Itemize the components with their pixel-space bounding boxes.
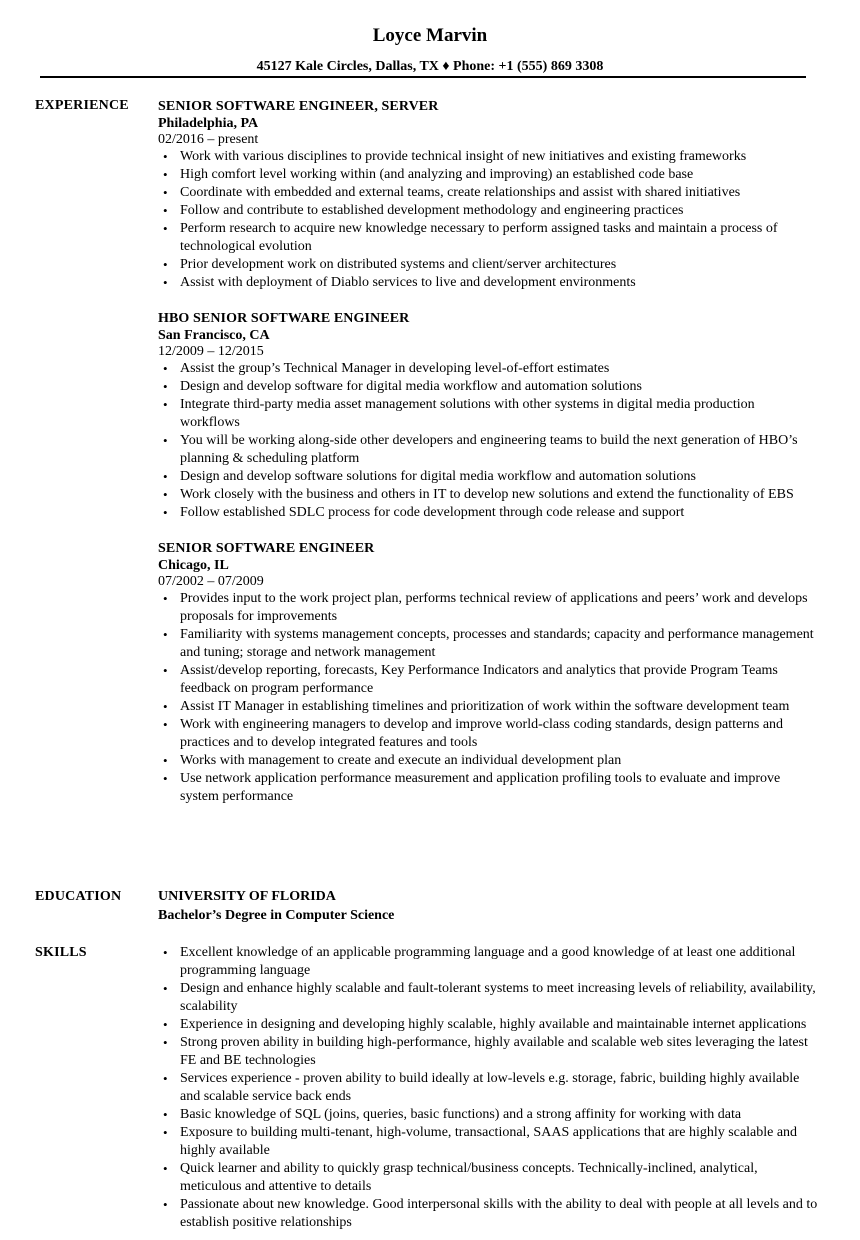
skills-list [158, 944, 818, 1232]
list-item: • Follow established SDLC process for code development through code release and support [180, 504, 818, 522]
job-bullets [158, 590, 818, 806]
job-bullets [158, 148, 818, 292]
list-item: • Design and develop software solutions for digital media workflow and automation solutions [180, 468, 818, 486]
list-item: • Assist/develop reporting, forecasts, Key Performance Indicators and analytics that provide Program Teams feedback on program performance [180, 662, 818, 698]
list-item: • Assist with deployment of Diablo services to live and development environments [180, 274, 818, 292]
list-item: • Work with various disciplines to provide technical insight of new initiatives and existing frameworks [180, 148, 818, 166]
experience-section [158, 98, 818, 824]
list-item: • You will be working along-side other developers and engineering teams to build the next generation of HBO’s planning & scheduling platform [180, 432, 818, 468]
job-bullets [158, 360, 818, 522]
list-item: • Familiarity with systems management concepts, processes and standards; capacity and performance management and tuning; storage and network management [180, 626, 818, 662]
job-dates: 02/2016 – present [158, 132, 259, 147]
list-item: • Design and enhance highly scalable and fault-tolerant systems to meet increasing levels of reliability, availability, scalability [180, 980, 818, 1016]
job-location: San Francisco, CA [158, 328, 270, 343]
list-item: • Prior development work on distributed systems and client/server architectures [180, 256, 818, 274]
job-entry [158, 98, 818, 292]
list-item: • Assist the group’s Technical Manager in developing level-of-effort estimates [180, 360, 818, 378]
list-item: • Basic knowledge of SQL (joins, queries, basic functions) and a strong affinity for working with data [180, 1106, 818, 1124]
skills-section [158, 944, 818, 1232]
header-divider [40, 76, 806, 78]
list-item: • Provides input to the work project plan, performs technical review of applications and peers’ work and develops proposals for improvements [180, 590, 818, 626]
list-item: • Perform research to acquire new knowledge necessary to perform assigned tasks and maintain a process of technological evolution [180, 220, 818, 256]
section-label-education: EDUCATION [35, 889, 122, 904]
job-entry [158, 310, 818, 522]
list-item: • Design and develop software for digital media workflow and automation solutions [180, 378, 818, 396]
list-item: • Excellent knowledge of an applicable programming language and a good knowledge of at least one additional programming language [180, 944, 818, 980]
job-location: Chicago, IL [158, 558, 229, 573]
list-item: • Work closely with the business and others in IT to develop new solutions and extend the functionality of EBS [180, 486, 818, 504]
job-title: HBO SENIOR SOFTWARE ENGINEER [158, 311, 410, 326]
list-item: • Quick learner and ability to quickly grasp technical/business concepts. Technically-inclined, analytical, meticulous and attentive to details [180, 1160, 818, 1196]
candidate-name: Loyce Marvin [372, 25, 488, 46]
job-title: SENIOR SOFTWARE ENGINEER [158, 541, 375, 556]
job-location: Philadelphia, PA [158, 116, 259, 131]
list-item: • Services experience - proven ability to build ideally at low-levels e.g. storage, fabric, building highly available and scalable service back ends [180, 1070, 818, 1106]
job-title: SENIOR SOFTWARE ENGINEER, SERVER [158, 99, 439, 114]
section-label-skills: SKILLS [35, 945, 87, 960]
list-item: • Assist IT Manager in establishing timelines and prioritization of work within the software development team [180, 698, 818, 716]
section-label-experience: EXPERIENCE [35, 98, 129, 113]
list-item: • Works with management to create and execute an individual development plan [180, 752, 818, 770]
list-item: • Follow and contribute to established development methodology and engineering practices [180, 202, 818, 220]
list-item: • Use network application performance measurement and application profiling tools to evaluate and improve system performance [180, 770, 818, 806]
list-item: • Integrate third-party media asset management solutions with other systems in digital media production workflows [180, 396, 818, 432]
list-item: • Strong proven ability in building high-performance, highly available and scalable web sites leveraging the latest FE and BE technologies [180, 1034, 818, 1070]
list-item: • High comfort level working within (and analyzing and improving) an established code base [180, 166, 818, 184]
list-item: • Coordinate with embedded and external teams, create relationships and assist with shared initiatives [180, 184, 818, 202]
job-dates: 12/2009 – 12/2015 [158, 344, 264, 359]
list-item: • Experience in designing and developing highly scalable, highly available and maintainable internet applications [180, 1016, 818, 1034]
contact-line: 45127 Kale Circles, Dallas, TX ♦ Phone: +1 (555) 869 3308 [256, 59, 604, 74]
education-degree: Bachelor’s Degree in Computer Science [158, 908, 395, 923]
list-item: • Exposure to building multi-tenant, high-volume, transactional, SAAS applications that are highly scalable and highly available [180, 1124, 818, 1160]
education-section [158, 888, 818, 926]
job-dates: 07/2002 – 07/2009 [158, 574, 264, 589]
job-entry [158, 540, 818, 806]
list-item: • Passionate about new knowledge. Good interpersonal skills with the ability to deal with people at all levels and to establish positive relationships [180, 1196, 818, 1232]
list-item: • Work with engineering managers to develop and improve world-class coding standards, design patterns and practices and to develop integrated features and tools [180, 716, 818, 752]
education-school: UNIVERSITY OF FLORIDA [158, 889, 336, 904]
